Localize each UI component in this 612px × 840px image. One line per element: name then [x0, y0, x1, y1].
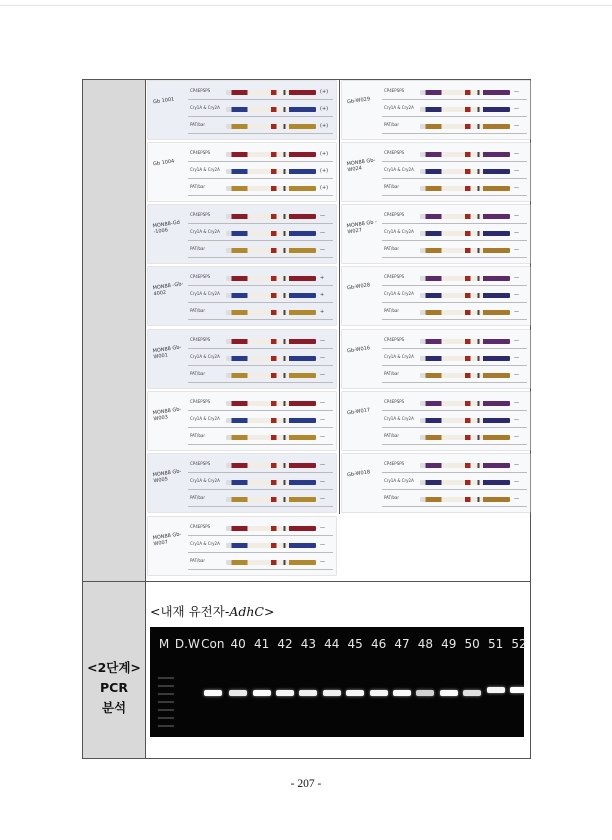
result-mark: +: [320, 275, 325, 281]
strip-test-photo: [342, 330, 530, 388]
ladder-band: [158, 717, 174, 719]
handwritten-sample-label: Gb-W016: [346, 345, 371, 355]
strip-test-photo: [342, 454, 530, 512]
result-mark: —: [514, 372, 519, 378]
strip-test-photo: [342, 143, 530, 201]
strip-row-line: [382, 116, 527, 117]
strip-row-line: [188, 116, 333, 117]
strip-row-line: [188, 506, 333, 507]
test-strip: [420, 293, 510, 298]
strip-row-line: [382, 223, 527, 224]
strip-row-line: [188, 161, 333, 162]
test-strip: [420, 276, 510, 281]
handwritten-sample-label: Gb-W028: [346, 282, 371, 292]
result-mark: —: [320, 525, 325, 531]
strip-target-label: Cry1A & Cry2A: [384, 167, 414, 172]
handwritten-sample-label: MON88 -Gb- 4002: [152, 281, 184, 298]
gel-title-prefix: <내재 유전자-: [150, 604, 230, 619]
result-mark: —: [514, 230, 519, 236]
strip-row-line: [188, 99, 333, 100]
strip-row-line: [382, 319, 527, 320]
strip-target-label: CP4EPSPS: [190, 337, 211, 342]
strip-target-label: PAT/bar: [190, 122, 206, 127]
test-strip: [226, 231, 316, 236]
test-strip: [420, 248, 510, 253]
strip-target-label: Cry1A & Cry2A: [190, 478, 220, 483]
strip-target-label: PAT/bar: [384, 122, 400, 127]
gel-title: [150, 602, 274, 620]
strip-test-photo: [342, 392, 530, 450]
lane-label: 46: [370, 637, 387, 651]
strip-row-line: [382, 99, 527, 100]
strip-row-line: [382, 444, 527, 445]
strip-target-label: CP4EPSPS: [190, 150, 211, 155]
strip-row-line: [188, 410, 333, 411]
result-mark: —: [320, 434, 325, 440]
test-strip: [420, 401, 510, 406]
lane-label: 40: [230, 637, 246, 651]
result-mark: —: [514, 213, 519, 219]
test-strip: [420, 480, 510, 485]
strip-row-line: [382, 382, 527, 383]
test-strip: [226, 169, 316, 174]
result-mark: (+): [320, 185, 329, 191]
test-strip: [420, 231, 510, 236]
strip-target-label: Cry1A & Cry2A: [190, 416, 220, 421]
strip-row-line: [188, 302, 333, 303]
test-strip: [226, 435, 316, 440]
row-divider: [83, 581, 530, 582]
strip-target-label: Cry1A & Cry2A: [384, 291, 414, 296]
strip-row-line: [188, 223, 333, 224]
strip-test-photo: [148, 81, 336, 139]
handwritten-sample-label: MON88 Gb -W027: [346, 219, 378, 236]
result-mark: (+): [320, 168, 329, 174]
handwritten-sample-label: Gb-W029: [346, 96, 371, 106]
strip-test-photo: [342, 267, 530, 325]
pcr-band: [510, 687, 528, 693]
strip-target-label: CP4EPSPS: [384, 88, 405, 93]
test-strip: [420, 356, 510, 361]
result-mark: —: [514, 168, 519, 174]
lane-label: 47: [394, 637, 410, 651]
lane-label: 45: [347, 637, 363, 651]
result-mark: —: [514, 185, 519, 191]
strip-row-line: [188, 178, 333, 179]
strip-target-label: CP4EPSPS: [384, 399, 405, 404]
pcr-band: [393, 690, 411, 696]
lane-label: Con: [201, 637, 225, 651]
result-mark: (+): [320, 106, 329, 112]
pcr-band: [346, 690, 364, 696]
strip-test-photo: [148, 392, 336, 450]
result-mark: —: [514, 496, 519, 502]
test-strip: [420, 152, 510, 157]
result-mark: —: [514, 247, 519, 253]
strip-target-label: PAT/bar: [384, 246, 400, 251]
pcr-band: [416, 690, 434, 696]
result-mark: —: [514, 338, 519, 344]
result-mark: +: [320, 292, 325, 298]
test-strip: [420, 339, 510, 344]
strip-target-label: PAT/bar: [384, 371, 400, 376]
strip-row-line: [188, 195, 333, 196]
strip-target-label: CP4EPSPS: [190, 461, 211, 466]
result-mark: —: [320, 213, 325, 219]
lane-label: 49: [441, 637, 457, 651]
strip-target-label: CP4EPSPS: [384, 274, 405, 279]
test-strip: [226, 560, 316, 565]
strip-row-line: [382, 410, 527, 411]
pcr-band: [487, 687, 505, 693]
result-mark: —: [514, 89, 519, 95]
strip-row-line: [382, 348, 527, 349]
stage-label-line2: PCR: [100, 680, 128, 695]
pcr-band: [229, 690, 247, 696]
pcr-band: [323, 690, 341, 696]
test-strip: [226, 356, 316, 361]
lane-label: 43: [300, 637, 317, 651]
strip-target-label: CP4EPSPS: [190, 524, 211, 529]
pcr-band: [204, 690, 222, 696]
lane-label: 51: [487, 637, 504, 651]
pcr-band: [370, 690, 388, 696]
test-strip: [226, 543, 316, 548]
ladder-band: [158, 709, 174, 711]
result-mark: (+): [320, 123, 329, 129]
test-strip: [226, 526, 316, 531]
test-strip: [226, 293, 316, 298]
test-strip: [226, 152, 316, 157]
strip-test-grid: [146, 79, 531, 581]
strip-row-line: [188, 382, 333, 383]
strip-target-label: PAT/bar: [190, 495, 206, 500]
strip-target-label: Cry1A & Cry2A: [190, 167, 220, 172]
result-mark: —: [320, 230, 325, 236]
strip-row-line: [382, 240, 527, 241]
result-mark: (+): [320, 151, 329, 157]
strip-target-label: Cry1A & Cry2A: [384, 354, 414, 359]
test-strip: [226, 90, 316, 95]
result-mark: —: [514, 106, 519, 112]
stage-label-line1: <2단계>: [87, 660, 141, 675]
handwritten-sample-label: MON88 Gb-W005: [152, 468, 182, 485]
test-strip: [226, 124, 316, 129]
strip-row-line: [382, 489, 527, 490]
test-strip: [420, 214, 510, 219]
strip-row-line: [382, 472, 527, 473]
handwritten-sample-label: Gb 1004: [152, 158, 175, 168]
test-strip: [226, 248, 316, 253]
strip-target-label: PAT/bar: [384, 184, 400, 189]
strip-target-label: CP4EPSPS: [384, 337, 405, 342]
strip-row-line: [382, 178, 527, 179]
test-strip: [226, 214, 316, 219]
ladder-band: [158, 677, 174, 679]
strip-target-label: Cry1A & Cry2A: [384, 229, 414, 234]
ladder-band: [158, 725, 174, 727]
strip-row-line: [382, 195, 527, 196]
result-mark: —: [320, 400, 325, 406]
lane-label: D.W: [174, 637, 200, 651]
strip-test-photo: [148, 205, 336, 263]
pcr-band: [253, 690, 271, 696]
strip-row-line: [188, 133, 333, 134]
strip-row-line: [188, 285, 333, 286]
strip-row-line: [188, 257, 333, 258]
test-strip: [226, 497, 316, 502]
result-mark: —: [514, 275, 519, 281]
strip-test-photo: [148, 330, 336, 388]
strip-row-line: [188, 348, 333, 349]
test-strip: [226, 373, 316, 378]
strip-row-line: [188, 552, 333, 553]
handwritten-sample-label: MON88 Gb-W024: [346, 157, 376, 174]
strip-target-label: PAT/bar: [190, 184, 206, 189]
result-mark: —: [320, 462, 325, 468]
test-strip: [226, 480, 316, 485]
ladder-band: [158, 693, 174, 695]
strip-row-line: [188, 535, 333, 536]
strip-test-photo: [342, 205, 530, 263]
test-strip: [420, 497, 510, 502]
result-mark: —: [320, 338, 325, 344]
test-strip: [420, 169, 510, 174]
strip-row-line: [382, 506, 527, 507]
strip-target-label: PAT/bar: [190, 308, 206, 313]
result-mark: —: [514, 309, 519, 315]
strip-row-line: [188, 240, 333, 241]
strip-test-photo: [148, 454, 336, 512]
top-rule: [0, 5, 612, 6]
strip-target-label: PAT/bar: [190, 371, 206, 376]
strip-target-label: CP4EPSPS: [384, 461, 405, 466]
lane-label: 44: [324, 637, 340, 651]
strip-target-label: Cry1A & Cry2A: [384, 416, 414, 421]
strip-test-photo: [148, 267, 336, 325]
strip-row-line: [188, 444, 333, 445]
strip-target-label: CP4EPSPS: [384, 212, 405, 217]
result-mark: —: [320, 355, 325, 361]
handwritten-sample-label: MON88-Gd -1006: [152, 219, 181, 236]
stage-label: [83, 658, 145, 718]
result-mark: —: [320, 417, 325, 423]
strip-target-label: PAT/bar: [190, 433, 206, 438]
pcr-band: [440, 690, 458, 696]
strip-target-label: CP4EPSPS: [384, 150, 405, 155]
result-mark: —: [514, 434, 519, 440]
lane-label: 42: [277, 637, 293, 651]
lane-label: 41: [253, 637, 270, 651]
strip-target-label: PAT/bar: [190, 246, 206, 251]
strip-target-label: PAT/bar: [190, 558, 206, 563]
pcr-gel-image: [150, 627, 527, 737]
result-mark: —: [320, 542, 325, 548]
strip-row-line: [188, 569, 333, 570]
strip-target-label: Cry1A & Cry2A: [384, 478, 414, 483]
test-strip: [420, 107, 510, 112]
lane-label: 50: [464, 637, 480, 651]
test-strip: [226, 107, 316, 112]
strip-test-photo: [148, 143, 336, 201]
strip-row-line: [188, 489, 333, 490]
strip-target-label: Cry1A & Cry2A: [190, 291, 220, 296]
test-strip: [420, 310, 510, 315]
lane-label: M: [158, 637, 170, 651]
strip-target-label: Cry1A & Cry2A: [190, 105, 220, 110]
test-strip: [226, 186, 316, 191]
result-mark: —: [320, 559, 325, 565]
handwritten-sample-label: Gb 1001: [152, 96, 175, 106]
test-strip: [420, 435, 510, 440]
lane-label: 48: [417, 637, 434, 651]
strip-row-line: [382, 257, 527, 258]
test-strip: [226, 463, 316, 468]
pcr-band: [463, 690, 481, 696]
test-strip: [420, 373, 510, 378]
strip-row-line: [382, 302, 527, 303]
strip-target-label: Cry1A & Cry2A: [190, 354, 220, 359]
handwritten-sample-label: MON88 Gb-W001: [152, 344, 182, 361]
strip-row-line: [382, 133, 527, 134]
test-strip: [420, 186, 510, 191]
gel-title-suffix: >: [264, 604, 275, 619]
strip-target-label: Cry1A & Cry2A: [190, 541, 220, 546]
strip-target-label: PAT/bar: [384, 495, 400, 500]
pcr-band: [299, 690, 317, 696]
strip-row-line: [188, 427, 333, 428]
strip-row-line: [382, 365, 527, 366]
lane-label: 52: [511, 637, 527, 651]
strip-row-line: [382, 285, 527, 286]
test-strip: [226, 310, 316, 315]
strip-target-label: Cry1A & Cry2A: [384, 105, 414, 110]
strip-row-line: [188, 365, 333, 366]
test-strip: [226, 276, 316, 281]
result-mark: —: [320, 372, 325, 378]
result-mark: —: [514, 462, 519, 468]
result-mark: —: [320, 247, 325, 253]
grid-column-divider: [339, 79, 340, 514]
result-mark: —: [320, 479, 325, 485]
handwritten-sample-label: MON88 Gb-W003: [152, 406, 182, 423]
result-mark: —: [514, 355, 519, 361]
result-mark: —: [320, 496, 325, 502]
strip-target-label: CP4EPSPS: [190, 212, 211, 217]
result-mark: (+): [320, 89, 329, 95]
handwritten-sample-label: Gb-W017: [346, 407, 371, 417]
result-mark: —: [514, 417, 519, 423]
handwritten-sample-label: MON88 Gb-W007: [152, 531, 182, 548]
result-mark: —: [514, 123, 519, 129]
strip-row-line: [382, 427, 527, 428]
ladder-band: [158, 685, 174, 687]
strip-target-label: CP4EPSPS: [190, 399, 211, 404]
stage-label-line3: 분석: [101, 700, 127, 715]
pcr-band: [276, 690, 294, 696]
strip-target-label: PAT/bar: [384, 308, 400, 313]
page-number: - 207 -: [290, 778, 322, 790]
strip-row-line: [188, 472, 333, 473]
ladder-band: [158, 701, 174, 703]
result-mark: —: [514, 151, 519, 157]
result-mark: —: [514, 479, 519, 485]
strip-target-label: CP4EPSPS: [190, 274, 211, 279]
strip-test-photo: [148, 517, 336, 575]
test-strip: [420, 418, 510, 423]
test-strip: [420, 124, 510, 129]
result-mark: +: [320, 309, 325, 315]
strip-target-label: PAT/bar: [384, 433, 400, 438]
test-strip: [226, 418, 316, 423]
gel-title-gene: AdhC: [229, 604, 264, 619]
test-strip: [226, 401, 316, 406]
strip-row-line: [382, 161, 527, 162]
strip-target-label: CP4EPSPS: [190, 88, 211, 93]
strip-target-label: Cry1A & Cry2A: [190, 229, 220, 234]
test-strip: [226, 339, 316, 344]
strip-test-photo: [342, 81, 530, 139]
test-strip: [420, 90, 510, 95]
handwritten-sample-label: Gb-W018: [346, 469, 371, 479]
label-column: [83, 80, 146, 758]
result-mark: —: [514, 400, 519, 406]
strip-row-line: [188, 319, 333, 320]
test-strip: [420, 463, 510, 468]
result-mark: —: [514, 292, 519, 298]
